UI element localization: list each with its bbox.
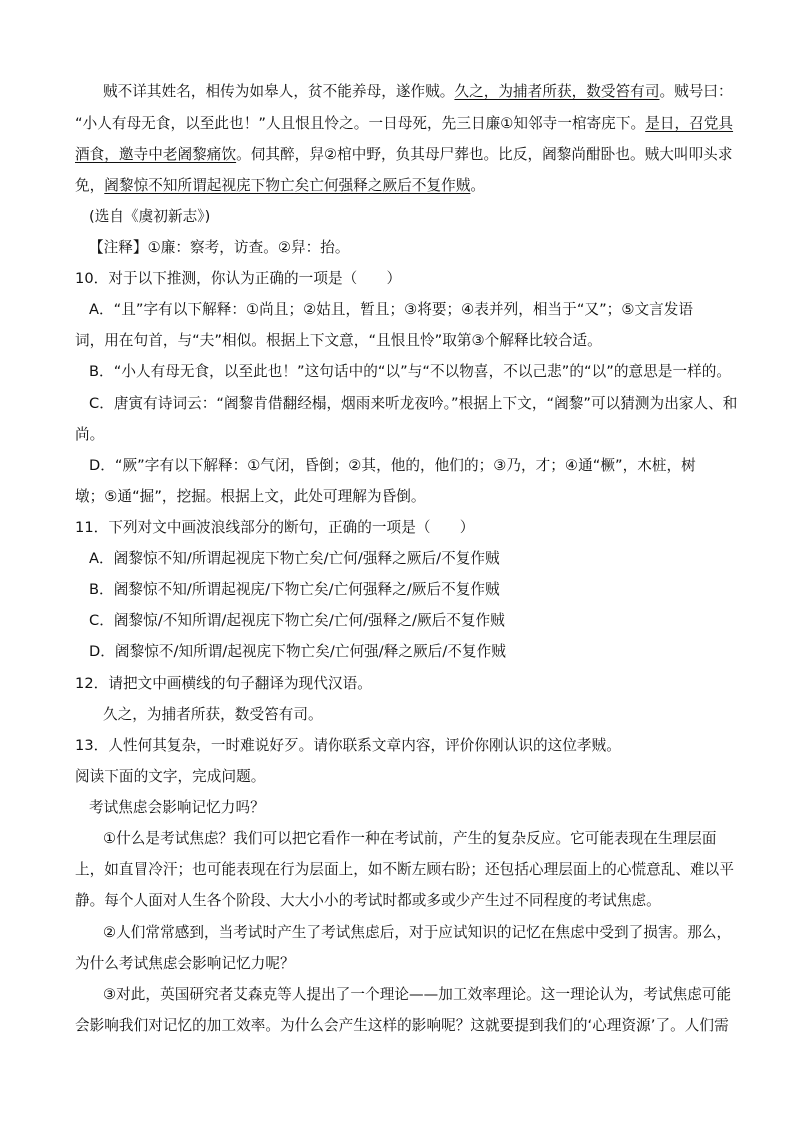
article-title: 考试焦虑会影响记忆力吗？ (89, 799, 265, 816)
paragraph-2-line-1: ②人们常常感到，当考试时产生了考试焦虑后，对于应试知识的记忆在焦虑中受到了损害。那么， (103, 924, 732, 941)
paragraph-2-line-2: 为什么考试焦虑会影响记忆力呢？ (75, 955, 295, 972)
q10-option-c: C．唐寅有诗词云：“阇黎肯借翻经榻，烟雨来听龙夜吟。”根据上下文，“阇黎”可以猜测为出家人、和 (89, 395, 738, 412)
passage-line-1: 贼不详其姓名，相传为如皋人，贫不能养母，遂作贼。久之，为捕者所获，数受笞有司。贼号曰： (103, 83, 733, 100)
q11-option-d: D．阇黎惊不/知所谓/起视庑下物亡矣/亡何强/释之厥后/不复作贼 (89, 643, 506, 660)
q10-option-c-cont: 尚。 (75, 426, 105, 443)
q10-option-a: A．“且”字有以下解释：①尚且；②姑且，暂且；③将要；④表并列，相当于“又”；⑤文言发语 (89, 301, 694, 318)
q10-option-b: B．“小人有母无食，以至此也！”这句话中的“以”与“不以物喜，不以己悲”的“以”的意思是一样的。 (89, 363, 732, 380)
paragraph-3-line-2: 会影响我们对记忆的加工效率。为什么会产生这样的影响呢？这就要提到我们的‘心理资源’了。人们需 (75, 1017, 729, 1034)
passage-line-2: “小人有母无食，以至此也！”人且恨且怜之。一日母死，先三日廉①知邻寺一棺寄庑下。是日，召党具 (75, 115, 734, 132)
underlined-sentence: 酒食，邀寺中老阇黎痛饮 (75, 146, 237, 163)
question-10-stem: 10．对于以下推测，你认为正确的一项是（ ） (75, 270, 402, 287)
q11-option-b: B．阇黎惊不知/所谓起视庑/下物亡矣/亡何强释之/厥后不复作贼 (89, 581, 500, 598)
q12-sentence: 久之，为捕者所获，数受笞有司。 (103, 706, 323, 723)
question-13-stem: 13．人性何其复杂，一时难说好歹。请你联系文章内容，评价你刚认识的这位孝贼。 (75, 737, 621, 754)
q10-option-d: D．“厥”字有以下解释：①气闭，昏倒；②其，他的，他们的；③乃，才；④通“橛”，木桩，树 (89, 457, 696, 474)
notes: 【注释】①廉：察考，访查。②舁：抬。 (89, 239, 350, 256)
paragraph-3-line-1: ③对此，英国研究者艾森克等人提出了一个理论——加工效率理论。这一理论认为，考试焦虑可能 (103, 986, 732, 1003)
q10-option-d-cont: 墩；⑤通“掘”，挖掘。根据上文，此处可理解为昏倒。 (75, 488, 426, 505)
paragraph-1-line-1: ①什么是考试焦虑？我们可以把它看作一种在考试前，产生的复杂反应。它可能表现在生理层面 (103, 830, 717, 847)
passage-line-4: 免，阇黎惊不知所谓起视庑下物亡矣亡何强释之厥后不复作贼。 (75, 177, 486, 194)
paragraph-1-line-3: 静。每个人面对人生各个阶段、大大小小的考试时都或多或少产生过不同程度的考试焦虑。 (75, 892, 661, 909)
q11-option-a: A．阇黎惊不知/所谓起视庑下物亡矣/亡何/强释之厥后/不复作贼 (89, 550, 500, 567)
paragraph-1-line-2: 上，如直冒冷汗；也可能表现在行为层面上，如不断左顾右盼；还包括心理层面上的心慌意乱、难以平 (75, 861, 734, 878)
passage-line-3: 酒食，邀寺中老阇黎痛饮。伺其醉，舁②棺中野，负其母尸葬也。比反，阇黎尚酣卧也。贼大叫叩头求 (75, 146, 733, 163)
reading-instruction: 阅读下面的文字，完成问题。 (75, 768, 266, 785)
underlined-sentence: 久之，为捕者所获，数受笞有司 (454, 83, 660, 100)
question-11-stem: 11．下列对文中画波浪线部分的断句，正确的一项是（ ） (75, 519, 475, 536)
question-12-stem: 12．请把文中画横线的句子翻译为现代汉语。 (75, 675, 372, 692)
wavy-underlined-sentence: 阇黎惊不知所谓起视庑下物亡矣亡何强释之厥后不复作贼 (104, 177, 471, 194)
underlined-sentence: 是日，召党具 (645, 115, 734, 132)
q11-option-c: C．阇黎惊/不知所谓/起视庑下物亡矣/亡何/强释之/厥后不复作贼 (89, 612, 505, 629)
source-citation: (选自《虞初新志》) (89, 208, 211, 225)
q10-option-a-cont: 词，用在句首，与“夫”相似。根据上下文意，“且恨且怜”取第③个解释比较合适。 (75, 332, 602, 349)
